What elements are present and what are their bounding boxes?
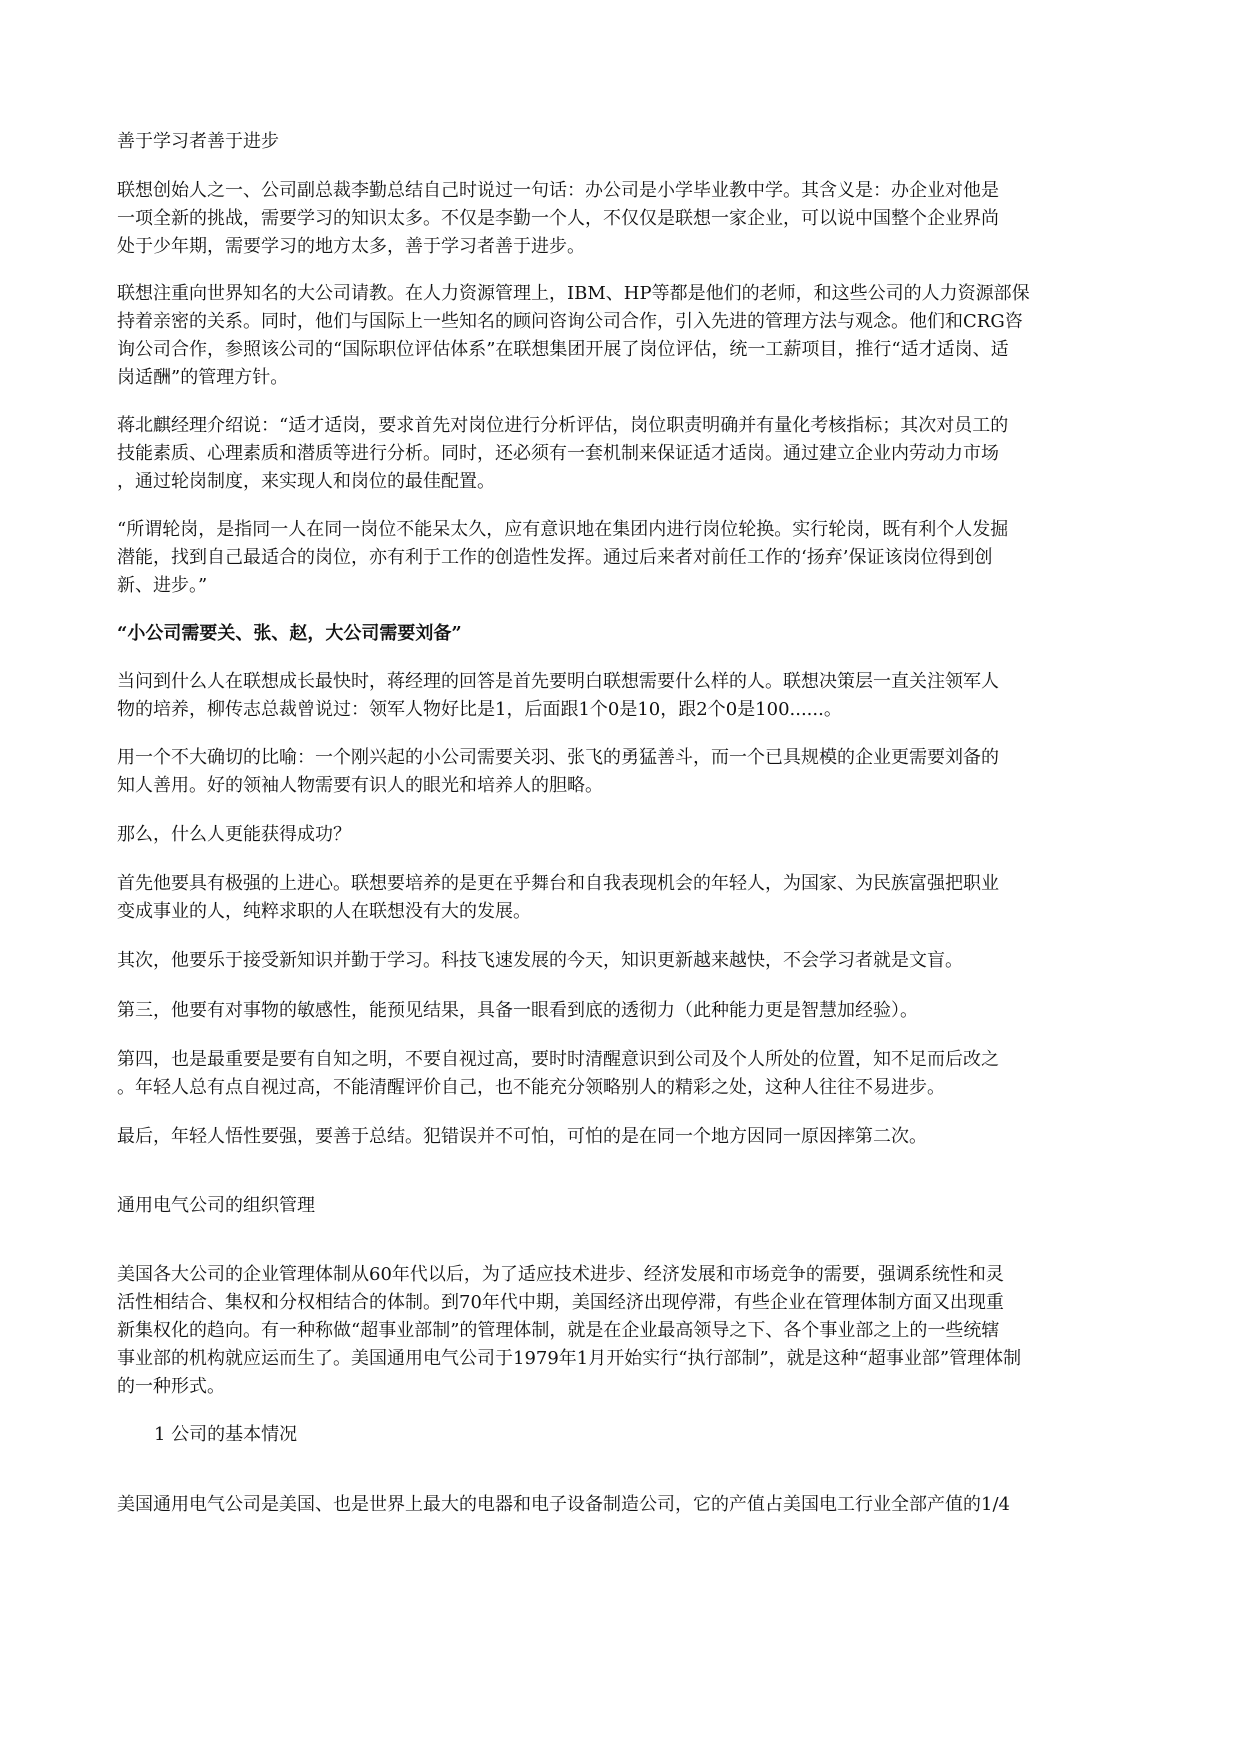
paragraph-line: 新、进步。” bbox=[117, 575, 208, 596]
paragraph-line: 那么，什么人更能获得成功？ bbox=[117, 824, 351, 845]
paragraph-line: 知人善用。好的领袖人物需要有识人的眼光和培养人的胆略。 bbox=[117, 775, 603, 796]
paragraph-line: 美国通用电气公司是美国、也是世界上最大的电器和电子设备制造公司，它的产值占美国电工行业全部产值的1/4 bbox=[117, 1494, 1010, 1515]
paragraph-line: 物的培养，柳传志总裁曾说过：领军人物好比是1，后面跟1个0是10，跟2个0是100......。 bbox=[117, 699, 842, 720]
paragraph-line: 新集权化的趋向。有一种称做“超事业部制”的管理体制，就是在企业最高领导之下、各个事业部之上的一些统辖 bbox=[117, 1320, 1000, 1341]
paragraph-line: 首先他要具有极强的上进心。联想要培养的是更在乎舞台和自我表现机会的年轻人，为国家、为民族富强把职业 bbox=[117, 873, 999, 894]
paragraph-line: 第三，他要有对事物的敏感性，能预见结果，具备一眼看到底的透彻力（此种能力更是智慧加经验）。 bbox=[117, 1000, 918, 1021]
paragraph-line: 第四，也是最重要是要有自知之明，不要自视过高，要时时清醒意识到公司及个人所处的位置，知不足而后改之 bbox=[117, 1049, 999, 1070]
subsection-title: 1 公司的基本情况 bbox=[154, 1424, 298, 1445]
paragraph-line: 蒋北麒经理介绍说：“适才适岗，要求首先对岗位进行分析评估，岗位职责明确并有量化考核指标；其次对员工的 bbox=[117, 415, 1009, 436]
paragraph-line: 当问到什么人在联想成长最快时，蒋经理的回答是首先要明白联想需要什么样的人。联想决策层一直关注领军人 bbox=[117, 671, 999, 692]
paragraph-line: 事业部的机构就应运而生了。美国通用电气公司于1979年1月开始实行“执行部制”，就是这种“超事业部”管理体制 bbox=[117, 1348, 1022, 1369]
paragraph-line: 岗适酬”的管理方针。 bbox=[117, 367, 289, 388]
paragraph-line: 询公司合作，参照该公司的“国际职位评估体系”在联想集团开展了岗位评估，统一工薪项目，推行“适才适岗、适 bbox=[117, 339, 1009, 360]
paragraph-line: 最后，年轻人悟性要强，要善于总结。犯错误并不可怕，可怕的是在同一个地方因同一原因摔第二次。 bbox=[117, 1126, 927, 1147]
paragraph-line: 美国各大公司的企业管理体制从60年代以后，为了适应技术进步、经济发展和市场竞争的需要，强调系统性和灵 bbox=[117, 1264, 1004, 1285]
section-title: 善于学习者善于进步 bbox=[117, 131, 279, 152]
paragraph-line: ，通过轮岗制度，来实现人和岗位的最佳配置。 bbox=[117, 471, 495, 492]
paragraph-line: 的一种形式。 bbox=[117, 1376, 225, 1397]
paragraph-line: 活性相结合、集权和分权相结合的体制。到70年代中期，美国经济出现停滞，有些企业在管理体制方面又出现重 bbox=[117, 1292, 1004, 1313]
paragraph-line: 其次，他要乐于接受新知识并勤于学习。科技飞速发展的今天，知识更新越来越快，不会学习者就是文盲。 bbox=[117, 950, 963, 971]
paragraph-line: 技能素质、心理素质和潜质等进行分析。同时，还必须有一套机制来保证适才适岗。通过建立企业内劳动力市场 bbox=[117, 443, 999, 464]
paragraph-line: 。年轻人总有点自视过高，不能清醒评价自己，也不能充分领略别人的精彩之处，这种人往往不易进步。 bbox=[117, 1077, 945, 1098]
bold-heading: “小公司需要关、张、赵，大公司需要刘备” bbox=[117, 623, 462, 644]
paragraph-line: 持着亲密的关系。同时，他们与国际上一些知名的顾问咨询公司合作，引入先进的管理方法与观念。他们和CRG咨 bbox=[117, 311, 1023, 332]
paragraph-line: 联想注重向世界知名的大公司请教。在人力资源管理上，IBM、HP等都是他们的老师，和这些公司的人力资源部保 bbox=[117, 283, 1030, 304]
paragraph-line: 用一个不大确切的比喻：一个刚兴起的小公司需要关羽、张飞的勇猛善斗，而一个已具规模的企业更需要刘备的 bbox=[117, 747, 999, 768]
paragraph-line: 联想创始人之一、公司副总裁李勤总结自己时说过一句话：办公司是小学毕业教中学。其含义是：办企业对他是 bbox=[117, 180, 999, 201]
paragraph-line: 潜能，找到自己最适合的岗位，亦有利于工作的创造性发挥。通过后来者对前任工作的‘扬弃’保证该岗位得到创 bbox=[117, 547, 993, 568]
paragraph-line: 处于少年期，需要学习的地方太多，善于学习者善于进步。 bbox=[117, 236, 585, 257]
section-title: 通用电气公司的组织管理 bbox=[117, 1195, 315, 1216]
paragraph-line: “所谓轮岗，是指同一人在同一岗位不能呆太久，应有意识地在集团内进行岗位轮换。实行轮岗，既有利个人发掘 bbox=[117, 519, 1009, 540]
paragraph-line: 变成事业的人，纯粹求职的人在联想没有大的发展。 bbox=[117, 901, 531, 922]
paragraph-line: 一项全新的挑战，需要学习的知识太多。不仅是李勤一个人，不仅仅是联想一家企业，可以说中国整个企业界尚 bbox=[117, 208, 999, 229]
